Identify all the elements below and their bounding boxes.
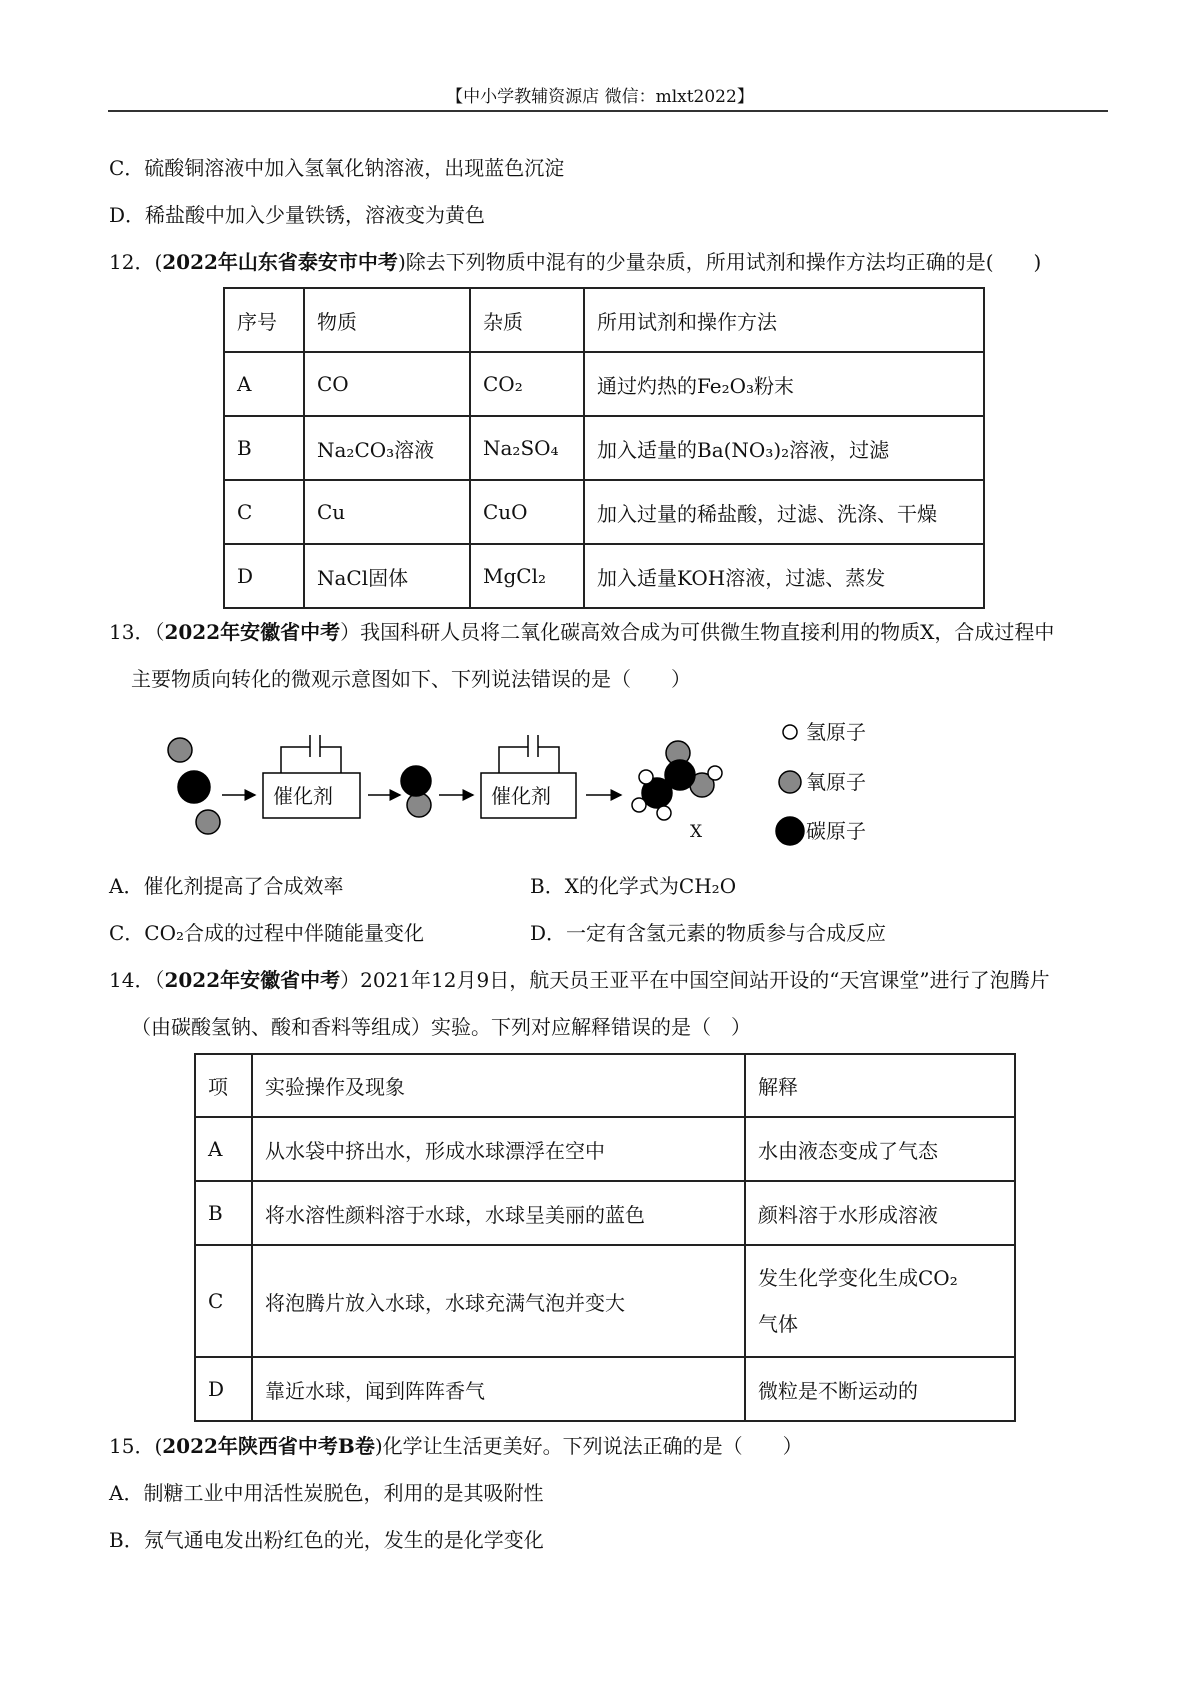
question-12 [109, 248, 1041, 276]
cell: C [195, 1245, 252, 1357]
cell: Cu [304, 480, 470, 544]
x-label: X [690, 822, 703, 842]
table-row [224, 416, 984, 480]
table-row [224, 544, 984, 608]
q13-source: 2022年安徽省中考 [164, 620, 341, 644]
cell: B [195, 1181, 252, 1245]
table-row [195, 1357, 1015, 1421]
catalyst-label: 催化剂 [491, 784, 551, 808]
table-header-row [224, 288, 984, 352]
header-cell: 序号 [224, 288, 304, 352]
cell: C [224, 480, 304, 544]
q12-text: )除去下列物质中混有的少量杂质，所用试剂和操作方法均正确的是( ) [397, 250, 1042, 274]
q14-num: 14．（ [109, 968, 165, 992]
carbon-atom [178, 771, 210, 803]
cell: 通过灼热的Fe₂O₃粉末 [584, 352, 984, 416]
q13-option-c: C．CO₂合成的过程中伴随能量变化 [109, 921, 425, 945]
cell: CuO [470, 480, 584, 544]
cell: A [195, 1117, 252, 1181]
table-row [224, 352, 984, 416]
legend-hydrogen: 氢原子 [806, 720, 866, 744]
table-row [195, 1181, 1015, 1245]
cell: B [224, 416, 304, 480]
capacitor-wire [281, 747, 341, 773]
q15-num: 15．( [109, 1434, 163, 1458]
hydrogen-atom [632, 798, 646, 812]
legend-hydrogen-icon [783, 725, 797, 739]
q15-text: )化学让生活更美好。下列说法正确的是（ ） [374, 1434, 803, 1458]
oxygen-atom [196, 810, 220, 834]
q13-text-line2: 主要物质向转化的微观示意图如下、下列说法错误的是（ ） [131, 667, 691, 691]
option-c-prev: C．硫酸铜溶液中加入氢氧化钠溶液，出现蓝色沉淀 [109, 156, 565, 180]
question-14 [109, 966, 1050, 994]
cell: 水由液态变成了气态 [745, 1117, 1015, 1181]
table-row [195, 1245, 1015, 1357]
q14-source: 2022年安徽省中考 [164, 968, 341, 992]
cell: D [224, 544, 304, 608]
q13-option-b: B．X的化学式为CH₂O [530, 874, 737, 898]
cell: 从水袋中挤出水，形成水球漂浮在空中 [252, 1117, 745, 1181]
cell: CO [304, 352, 470, 416]
cell: MgCl₂ [470, 544, 584, 608]
legend-carbon: 碳原子 [806, 819, 866, 843]
page-header: 【中小学教辅资源店 微信：mlxt2022】 [446, 87, 754, 107]
question-13 [109, 618, 1054, 646]
cell: 将水溶性颜料溶于水球，水球呈美丽的蓝色 [252, 1181, 745, 1245]
table-row [195, 1117, 1015, 1181]
cell: D [195, 1357, 252, 1421]
header-divider [108, 110, 1108, 112]
option-d-prev: D．稀盐酸中加入少量铁锈，溶液变为黄色 [109, 203, 486, 227]
legend-carbon-icon [776, 817, 804, 845]
header-cell: 物质 [304, 288, 470, 352]
q12-num: 12．( [109, 250, 163, 274]
cell: 加入适量的Ba(NO₃)₂溶液，过滤 [584, 416, 984, 480]
q14-text: ）2021年12月9日，航天员王亚平在中国空间站开设的“天宫课堂”进行了泡腾片 [340, 968, 1050, 992]
table-header-row [195, 1054, 1015, 1117]
cell: Na₂CO₃溶液 [304, 416, 470, 480]
reaction-diagram [150, 705, 910, 865]
q15-option-a: A．制糖工业中用活性炭脱色，利用的是其吸附性 [109, 1481, 544, 1505]
q12-source: 2022年山东省泰安市中考 [162, 250, 398, 274]
header-cell: 项 [195, 1054, 252, 1117]
cell: A [224, 352, 304, 416]
header-cell: 所用试剂和操作方法 [584, 288, 984, 352]
cell: 颜料溶于水形成溶液 [745, 1181, 1015, 1245]
q13-option-d: D．一定有含氢元素的物质参与合成反应 [530, 921, 887, 945]
oxygen-atom [168, 738, 192, 762]
cell: 发生化学变化生成CO₂气体 [745, 1245, 1015, 1357]
cell: NaCl固体 [304, 544, 470, 608]
hydrogen-atom [639, 770, 653, 784]
cell: CO₂ [470, 352, 584, 416]
q15-source: 2022年陕西省中考B卷 [162, 1434, 375, 1458]
question-15 [109, 1432, 803, 1460]
header-cell: 杂质 [470, 288, 584, 352]
oxygen-atom [407, 793, 431, 817]
q14-text-line2: （由碳酸氢钠、酸和香料等组成）实验。下列对应解释错误的是（ ） [131, 1015, 751, 1039]
cell: 微粒是不断运动的 [745, 1357, 1015, 1421]
legend-oxygen: 氧原子 [806, 770, 866, 794]
carbon-atom [401, 766, 431, 796]
header-cell: 解释 [745, 1054, 1015, 1117]
cell: 加入适量KOH溶液，过滤、蒸发 [584, 544, 984, 608]
table-row [224, 480, 984, 544]
q15-option-b: B．氖气通电发出粉红色的光，发生的是化学变化 [109, 1528, 544, 1552]
hydrogen-atom [657, 806, 671, 820]
legend-oxygen-icon [779, 771, 801, 793]
cell: 将泡腾片放入水球，水球充满气泡并变大 [252, 1245, 745, 1357]
q12-table [223, 287, 985, 609]
q13-option-a: A．催化剂提高了合成效率 [109, 874, 344, 898]
hydrogen-atom [708, 766, 722, 780]
cell: 靠近水球，闻到阵阵香气 [252, 1357, 745, 1421]
catalyst-label: 催化剂 [273, 784, 333, 808]
header-cell: 实验操作及现象 [252, 1054, 745, 1117]
cell: Na₂SO₄ [470, 416, 584, 480]
q13-text: ）我国科研人员将二氧化碳高效合成为可供微生物直接利用的物质X，合成过程中 [340, 620, 1055, 644]
cell: 加入过量的稀盐酸，过滤、洗涤、干燥 [584, 480, 984, 544]
q13-num: 13．（ [109, 620, 165, 644]
q14-table [194, 1053, 1016, 1422]
